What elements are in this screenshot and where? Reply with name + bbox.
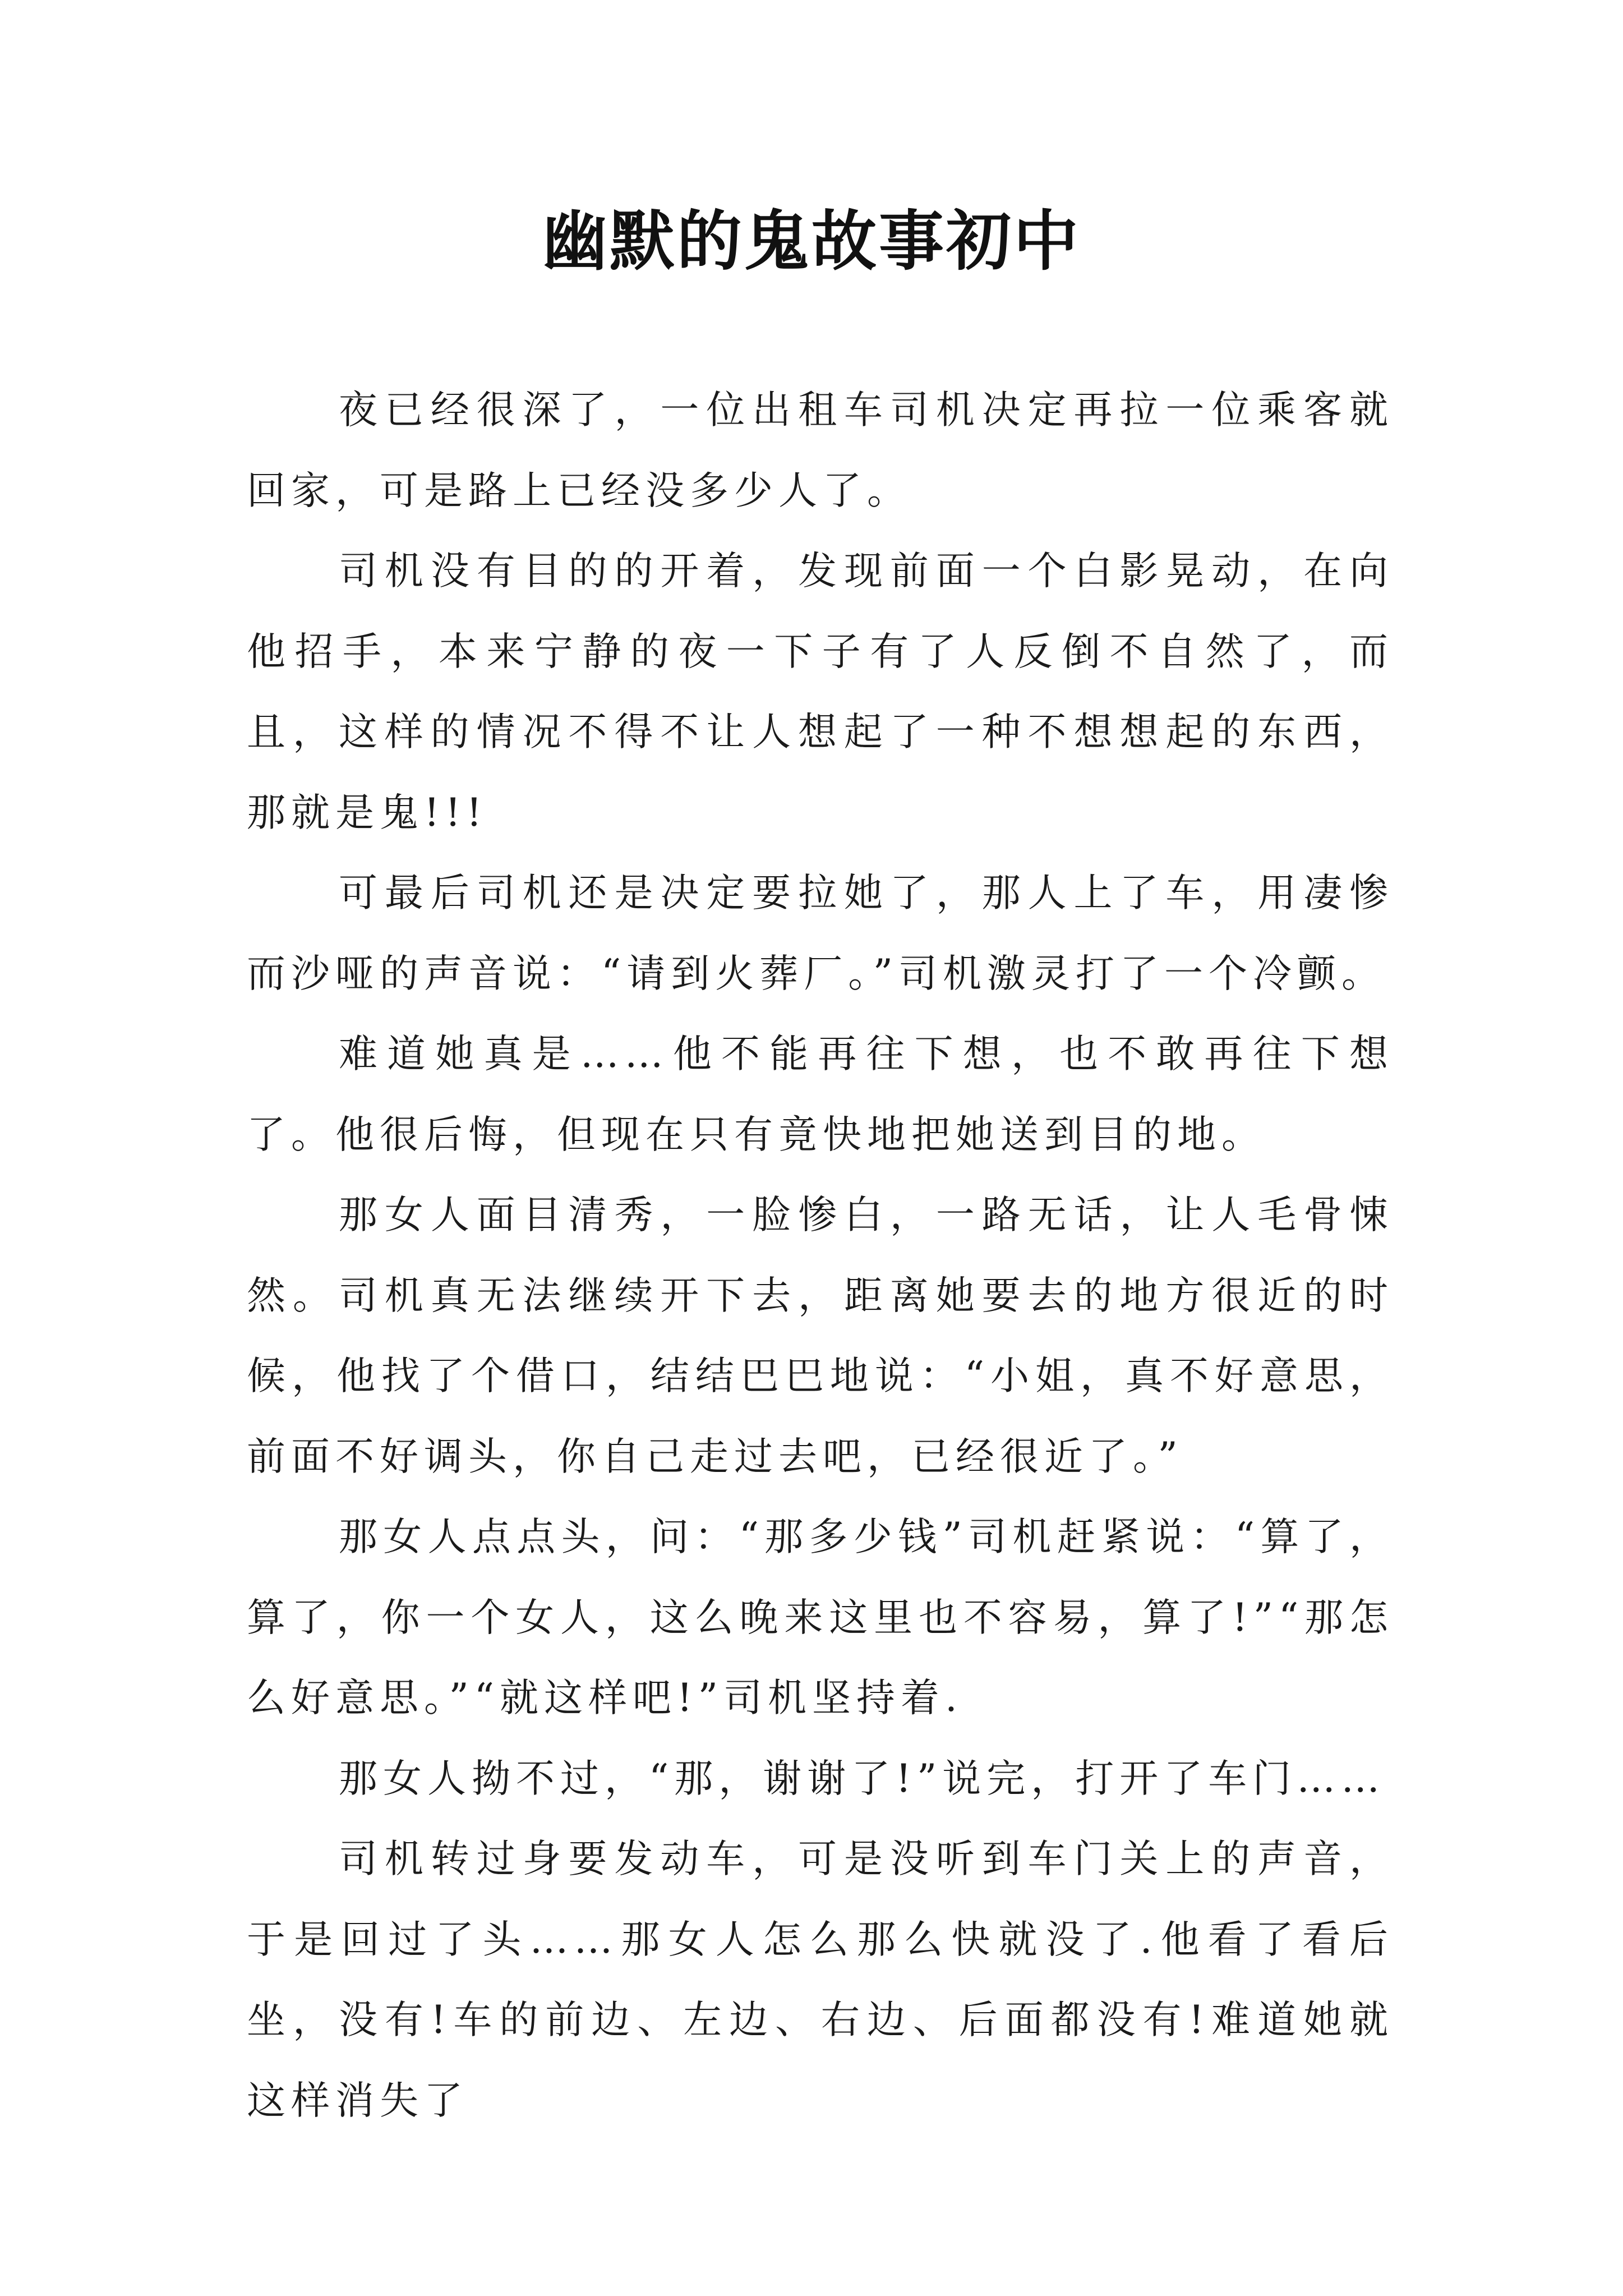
paragraph-3: 可最后司机还是决定要拉她了，那人上了车，用凄惨而沙哑的声音说：“请到火葬厂。”司机激灵打了一个冷颤。 <box>247 871 1394 996</box>
paragraph-6: 那女人点点头，问：“那多少钱”司机赶紧说：“算了，算了，你一个女人，这么晚来这里也不容易，算了!”“那怎么好意思。”“就这样吧!”司机坚持着. <box>247 1515 1394 1720</box>
paragraph-4: 难道她真是……他不能再往下想，也不敢再往下想了。他很后悔，但现在只有竟快地把她送到目的地。 <box>247 1032 1394 1157</box>
paragraph-7: 那女人拗不过，“那，谢谢了!”说完，打开了车门…… <box>339 1756 1386 1801</box>
paragraph-8: 司机转过身要发动车，可是没听到车门关上的声音，于是回过了头……那女人怎么那么快就没了.他看了看后坐，没有!车的前边、左边、右边、后面都没有!难道她就这样消失了 <box>247 1837 1394 2123</box>
document-title: 幽默的鬼故事初中 <box>542 203 1081 279</box>
paragraph-1: 夜已经很深了，一位出租车司机决定再拉一位乘客就回家，可是路上已经没多少人了。 <box>247 388 1394 513</box>
paragraph-5: 那女人面目清秀，一脸惨白，一路无话，让人毛骨悚然。司机真无法继续开下去，距离她要去的地方很近的时候，他找了个借口，结结巴巴地说：“小姐，真不好意思，前面不好调头，你自己走过去吧，已经很近了。” <box>247 1193 1394 1479</box>
paragraph-2: 司机没有目的的开着，发现前面一个白影晃动，在向他招手，本来宁静的夜一下子有了人反倒不自然了，而且，这样的情况不得不让人想起了一种不想想起的东西，那就是鬼!!! <box>247 549 1394 835</box>
document-body <box>247 370 1394 2141</box>
